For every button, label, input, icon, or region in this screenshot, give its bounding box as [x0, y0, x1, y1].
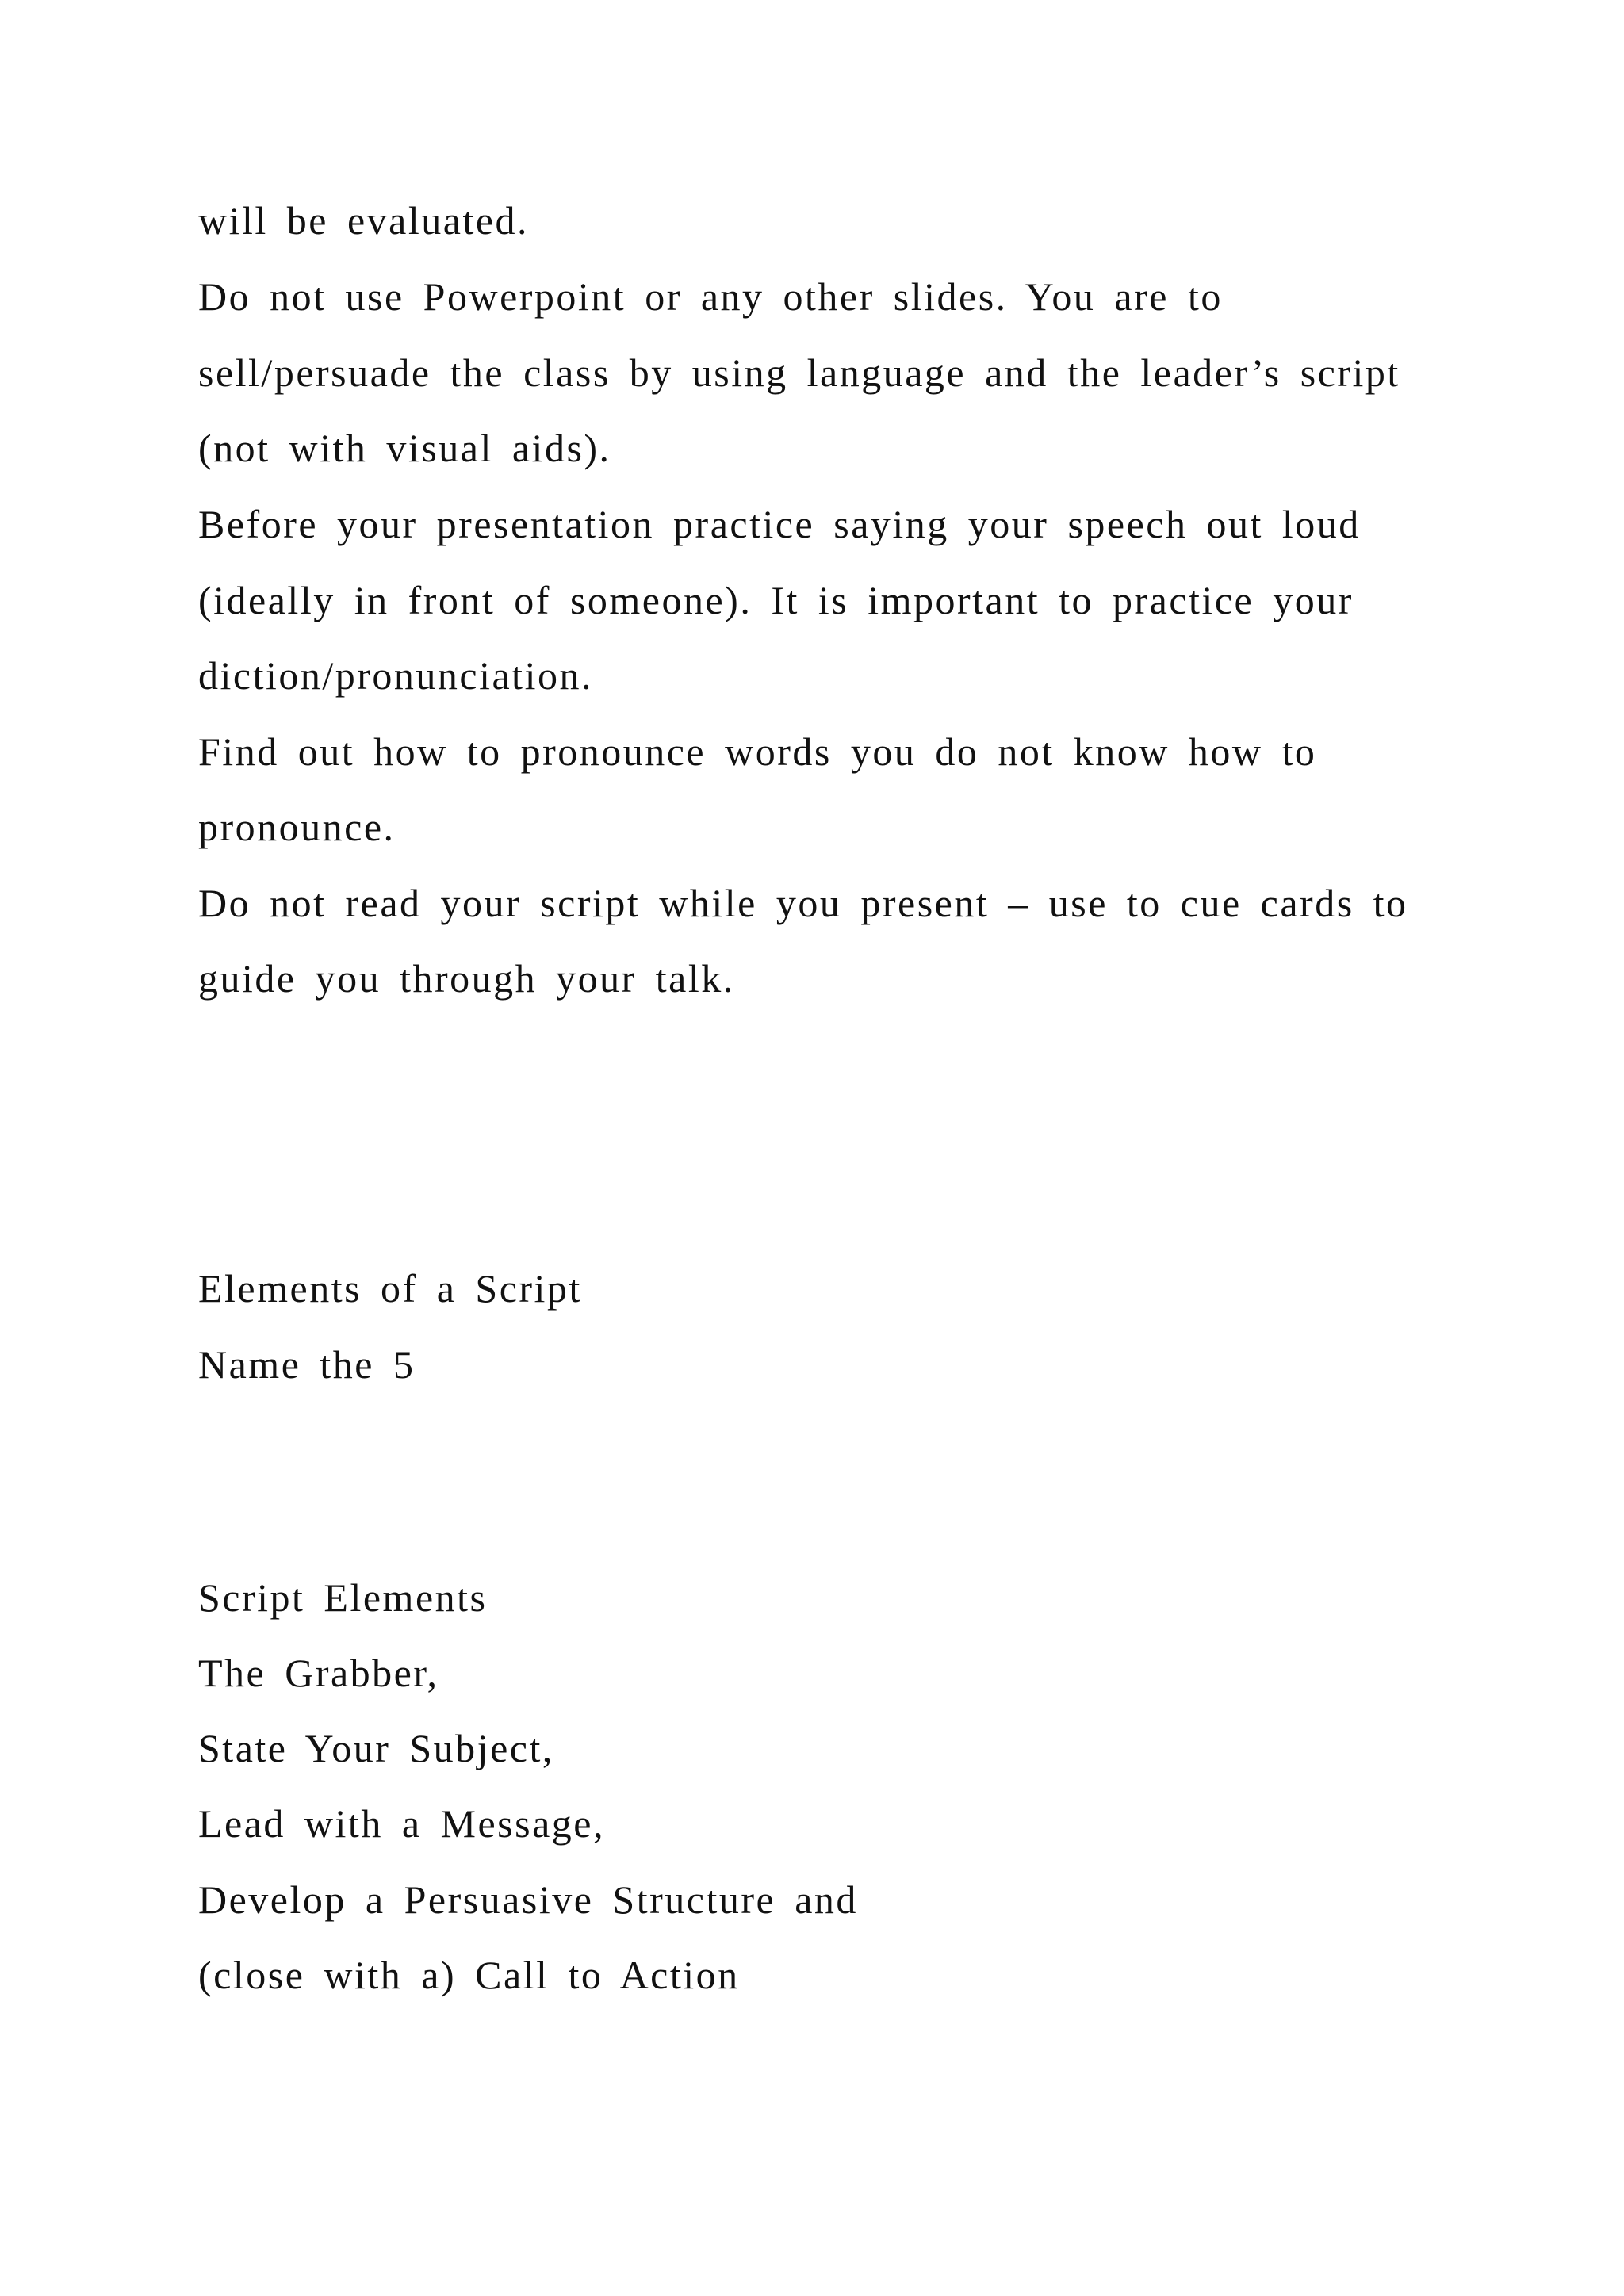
elements-prompt: Name the 5 [198, 1342, 416, 1387]
script-element-item: State Your Subject, [198, 1726, 554, 1770]
body-line-3: sell/persuade the class by using language and the leader’s script [198, 350, 1400, 395]
body-line-1: will be evaluated. [198, 198, 530, 243]
script-element-item: (close with a) Call to Action [198, 1953, 740, 1997]
body-line-8: Find out how to pronounce words you do not know how to [198, 729, 1317, 774]
body-line-5: Before your presentation practice saying your speech out loud [198, 502, 1361, 546]
body-line-10: Do not read your script while you present – use to cue cards to [198, 881, 1408, 925]
elements-heading: Elements of a Script [198, 1266, 582, 1311]
body-line-11: guide you through your talk. [198, 956, 735, 1001]
body-line-2: Do not use Powerpoint or any other slides. You are to [198, 274, 1223, 319]
script-elements-heading: Script Elements [198, 1575, 488, 1620]
body-line-4: (not with visual aids). [198, 426, 611, 470]
script-element-item: The Grabber, [198, 1651, 439, 1695]
body-line-6: (ideally in front of someone). It is important to practice your [198, 578, 1354, 622]
body-line-7: diction/pronunciation. [198, 653, 593, 698]
body-line-9: pronounce. [198, 805, 396, 849]
script-element-item: Lead with a Message, [198, 1801, 605, 1846]
script-element-item: Develop a Persuasive Structure and [198, 1877, 858, 1922]
